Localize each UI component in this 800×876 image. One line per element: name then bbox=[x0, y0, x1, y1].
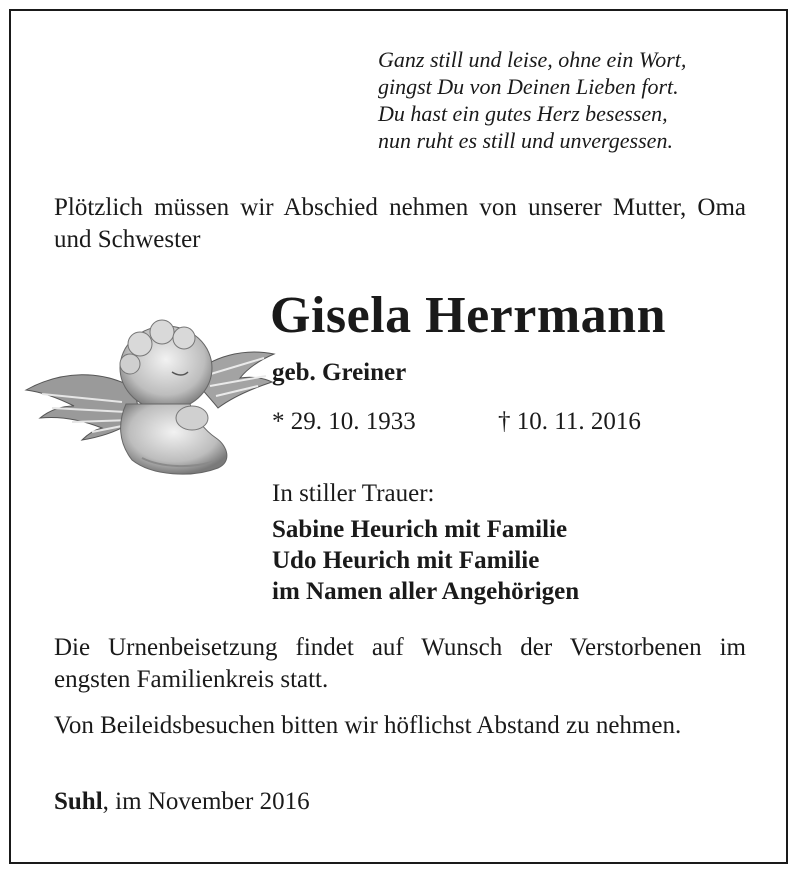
burial-note: Die Urnenbeisetzung findet auf Wunsch der Verstorbenen im engsten Familienkreis statt. bbox=[54, 634, 746, 693]
angel-cherub-icon bbox=[22, 318, 276, 478]
closing-place: Suhl bbox=[54, 788, 103, 815]
death-date: † 10. 11. 2016 bbox=[498, 408, 641, 435]
poem-line: Ganz still und leise, ohne ein Wort, bbox=[378, 47, 687, 72]
closing-date: , im November 2016 bbox=[102, 788, 310, 815]
deceased-name: Gisela Herrmann bbox=[270, 287, 667, 344]
poem-line: nun ruht es still und unvergessen. bbox=[378, 128, 673, 153]
closing-line bbox=[54, 788, 310, 816]
mourner-entry: im Namen aller Angehörigen bbox=[272, 578, 580, 605]
condolence-note: Von Beileidsbesuchen bitten wir höflichst Abstand zu nehmen. bbox=[54, 712, 682, 739]
birth-date: * 29. 10. 1933 bbox=[272, 408, 416, 435]
mourner-entry: Sabine Heurich mit Familie bbox=[272, 516, 568, 543]
mourning-intro: In stiller Trauer: bbox=[272, 480, 435, 507]
poem-line: gingst Du von Deinen Lieben fort. bbox=[378, 74, 679, 99]
intro-text: Plötzlich müssen wir Abschied nehmen von unserer Mutter, Oma und Schwester bbox=[54, 194, 746, 253]
maiden-name: geb. Greiner bbox=[272, 359, 407, 386]
mourner-entry: Udo Heurich mit Familie bbox=[272, 547, 540, 574]
mourners-list bbox=[272, 514, 579, 607]
poem bbox=[378, 46, 758, 154]
poem-line: Du hast ein gutes Herz besessen, bbox=[378, 101, 668, 126]
